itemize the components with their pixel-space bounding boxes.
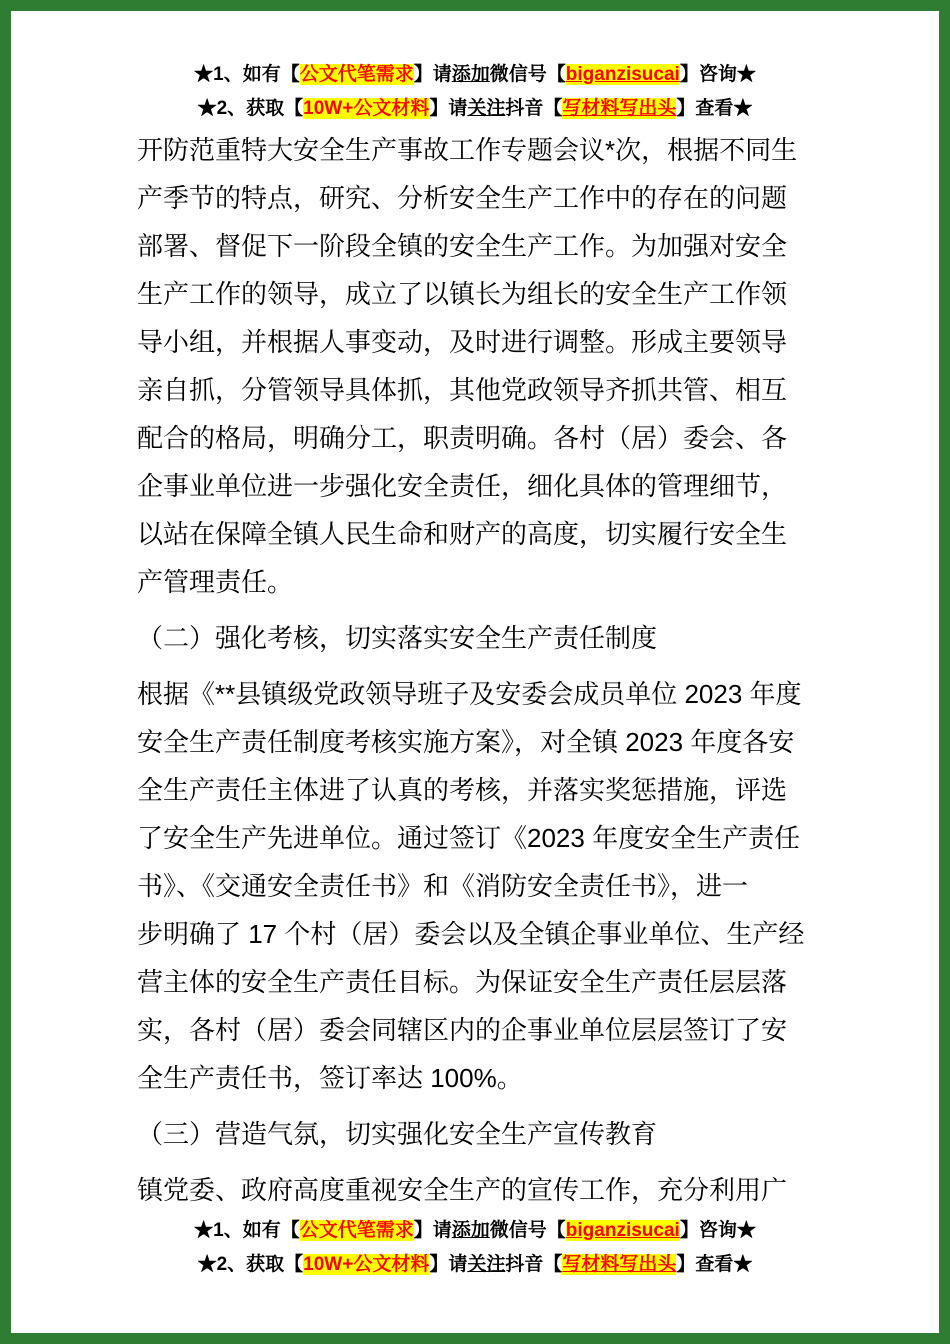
body-line: 根据《**县镇级党政领导班子及安委会成员单位 2023 年度 <box>137 679 802 709</box>
promo1-highlight-wechat-id: biganzisucai <box>565 64 680 85</box>
body-line: 书》、《交通安全责任书》和《消防安全责任书》，进一 <box>137 871 749 901</box>
promo2-prefix: ★2、获取【 <box>197 1254 304 1275</box>
body-line: 导小组，并根据人事变动，及时进行调整。形成主要领导 <box>137 327 788 357</box>
promo2-mid2: 抖音【 <box>505 98 563 119</box>
body-line: 全生产责任书，签订率达 100%。 <box>137 1063 523 1093</box>
body-line: 实，各村（居）委会同辖区内的企事业单位层层签订了安 <box>137 1015 788 1045</box>
body-line: 产季节的特点，研究、分析安全生产工作中的存在的问题 <box>137 183 788 213</box>
promo1-highlight-service: 公文代笔需求 <box>299 1220 414 1241</box>
section-heading-3: （三）营造气氛，切实强化安全生产宣传教育 <box>137 1119 658 1149</box>
promo1-prefix: ★1、如有【 <box>194 1220 300 1241</box>
paragraph-3 <box>137 1166 817 1214</box>
header-promo <box>11 11 939 126</box>
promo2-suffix: 】查看★ <box>676 98 753 119</box>
body-line: 全生产责任主体进了认真的考核，并落实奖惩措施，评选 <box>137 775 788 805</box>
promo2-mid1: 】请 <box>429 1254 468 1275</box>
body-line: 配合的格局，明确分工，职责明确。各村（居）委会、各 <box>137 423 788 453</box>
promo2-highlight-douyin-id: 写材料写出头 <box>562 98 677 119</box>
promo2-highlight-materials: 10W+公文材料 <box>303 98 430 119</box>
body-line: 生产工作的领导，成立了以镇长为组长的安全生产工作领 <box>137 279 788 309</box>
document-body <box>11 126 817 1214</box>
body-line: 以站在保障全镇人民生命和财产的高度，切实履行安全生 <box>137 519 788 549</box>
body-line: 步明确了 17 个村（居）委会以及全镇企事业单位、生产经 <box>137 919 805 949</box>
body-line: 了安全生产先进单位。通过签订《2023 年度安全生产责任 <box>137 823 801 853</box>
promo2-prefix: ★2、获取【 <box>197 98 304 119</box>
body-line: 产管理责任。 <box>137 567 294 597</box>
header-promo-line-1 <box>11 58 939 92</box>
body-line: 安全生产责任制度考核实施方案》，对全镇 2023 年度各安 <box>137 727 795 757</box>
promo2-underline-follow: 关注 <box>467 98 506 119</box>
promo2-highlight-douyin-id: 写材料写出头 <box>562 1254 677 1275</box>
promo1-underline-add: 添加 <box>451 1220 490 1241</box>
promo2-highlight-materials: 10W+公文材料 <box>303 1254 430 1275</box>
body-line: 亲自抓，分管领导具体抓，其他党政领导齐抓共管、相互 <box>137 375 788 405</box>
promo1-highlight-wechat-id: biganzisucai <box>565 1220 680 1241</box>
promo1-mid1: 】请 <box>413 1220 452 1241</box>
body-line: 镇党委、政府高度重视安全生产的宣传工作，充分利用广 <box>137 1175 788 1205</box>
body-line: 部署、督促下一阶段全镇的安全生产工作。为加强对安全 <box>137 231 788 261</box>
promo1-highlight-service: 公文代笔需求 <box>299 64 414 85</box>
footer-promo <box>11 1214 939 1282</box>
paragraph-2 <box>137 670 817 1102</box>
promo2-suffix: 】查看★ <box>676 1254 753 1275</box>
promo1-mid1: 】请 <box>413 64 452 85</box>
footer-promo-line-2 <box>11 1248 939 1282</box>
body-line: 开防范重特大安全生产事故工作专题会议*次，根据不同生 <box>137 135 798 165</box>
promo2-mid2: 抖音【 <box>505 1254 563 1275</box>
promo1-mid2: 微信号【 <box>489 1220 566 1241</box>
promo1-suffix: 】咨询★ <box>679 1220 756 1241</box>
promo1-mid2: 微信号【 <box>489 64 566 85</box>
promo1-prefix: ★1、如有【 <box>194 64 300 85</box>
promo1-underline-add: 添加 <box>451 64 490 85</box>
promo2-underline-follow: 关注 <box>467 1254 506 1275</box>
footer-promo-line-1 <box>11 1214 939 1248</box>
header-promo-line-2 <box>11 92 939 126</box>
promo2-mid1: 】请 <box>429 98 468 119</box>
body-line: 营主体的安全生产责任目标。为保证安全生产责任层层落 <box>137 967 788 997</box>
paragraph-1 <box>137 126 817 606</box>
promo1-suffix: 】咨询★ <box>679 64 756 85</box>
body-line: 企事业单位进一步强化安全责任，细化具体的管理细节， <box>137 471 788 501</box>
section-heading-2: （二）强化考核，切实落实安全生产责任制度 <box>137 623 658 653</box>
